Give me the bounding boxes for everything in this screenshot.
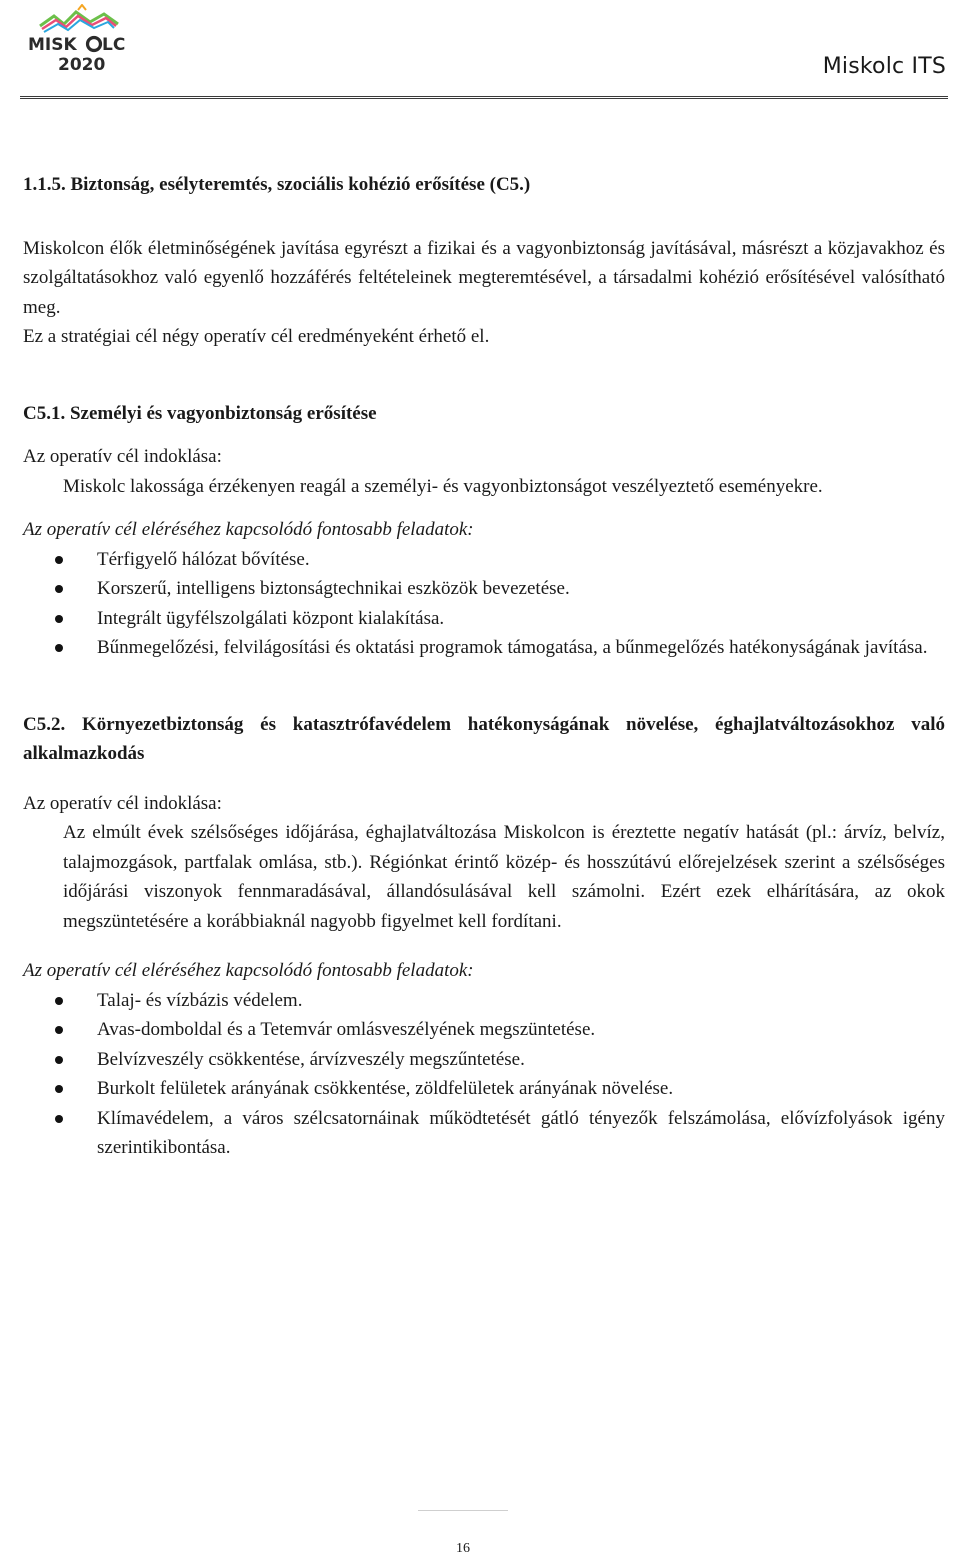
list-item: Klímavédelem, a város szélcsatornáinak működtetését gátló tényezők felszámolása, elővízfolyások igény szerintikibontása.: [23, 1104, 945, 1163]
logo-year-text: 2020: [58, 55, 106, 74]
c51-heading: C5.1. Személyi és vagyonbiztonság erősítése: [23, 402, 377, 424]
section-intro: Miskolcon élők életminőségének javítása egyrészt a fizikai és a vagyonbiztonság javításával, másrészt a közjavakhoz és szolgáltatásokhoz való egyenlő hozzáférés feltételeinek megteremtésével, a társadalmi kohézió erősítésével valósítható meg.: [23, 237, 945, 318]
c51-justification-label: Az operatív cél indoklása:: [23, 446, 222, 467]
c51-task-list: [23, 545, 945, 663]
c52-tasks-label: Az operatív cél eléréséhez kapcsolódó fontosabb feladatok:: [23, 960, 474, 981]
section-heading: 1.1.5. Biztonság, esélyteremtés, szociális kohézió erősítése (C5.): [23, 174, 531, 195]
header-title: Miskolc ITS: [822, 54, 946, 79]
section-intro-2: Ez a stratégiai cél négy operatív cél eredményeként érhető el.: [23, 326, 490, 347]
list-item: Talaj- és vízbázis védelem.: [23, 986, 945, 1016]
c52-task-list: [23, 986, 945, 1163]
logo-city-text: MISK: [28, 35, 77, 55]
list-item: Avas-domboldal és a Tetemvár omlásveszélyének megszüntetése.: [23, 1015, 945, 1045]
logo-city-end-text: LC: [102, 35, 126, 55]
header-divider: [20, 96, 948, 99]
list-item: Belvízveszély csökkentése, árvízveszély megszűntetése.: [23, 1045, 945, 1075]
list-item: Integrált ügyfélszolgálati központ kialakítása.: [23, 604, 945, 634]
document-body: [23, 170, 945, 1163]
list-item: Térfigyelő hálózat bővítése.: [23, 545, 945, 575]
c52-heading: C5.2. Környezetbiztonság és katasztrófavédelem hatékonyságának növelése, éghajlatváltozásokhoz való alkalmazkodás: [23, 713, 945, 764]
c51-justification: Miskolc lakossága érzékenyen reagál a személyi- és vagyonbiztonságot veszélyeztető eseményekre.: [63, 475, 823, 497]
c52-justification-label: Az operatív cél indoklása:: [23, 792, 222, 814]
logo-o-ring: [88, 38, 101, 51]
page-number: 16: [456, 1541, 470, 1556]
list-item: Bűnmegelőzési, felvilágosítási és oktatási programok támogatása, a bűnmegelőzés hatékonyságának javítása.: [23, 633, 945, 663]
miskolc-2020-logo: [20, 4, 140, 74]
page-number-box: [418, 1510, 508, 1556]
c52-justification: Az elmúlt évek szélsőséges időjárása, éghajlatváltozása Miskolcon is éreztette negatív hatását (pl.: árvíz, belvíz, talajmozgások, partfalak omlása, stb.). Régiónkat érintő közép- és hosszútávú előrejelzések szerint a szélsőséges időjárási viszonyok fennmaradásával, állandósulásával kell számolni. Ezért ezek elhárítására, az okok megszüntetésére a korábbiaknál nagyobb figyelmet kell fordítani.: [63, 822, 945, 932]
c51-tasks-label: Az operatív cél eléréséhez kapcsolódó fontosabb feladatok:: [23, 519, 474, 540]
list-item: Korszerű, intelligens biztonságtechnikai eszközök bevezetése.: [23, 574, 945, 604]
page-header: [0, 0, 960, 100]
list-item: Burkolt felületek arányának csökkentése, zöldfelületek arányának növelése.: [23, 1074, 945, 1104]
